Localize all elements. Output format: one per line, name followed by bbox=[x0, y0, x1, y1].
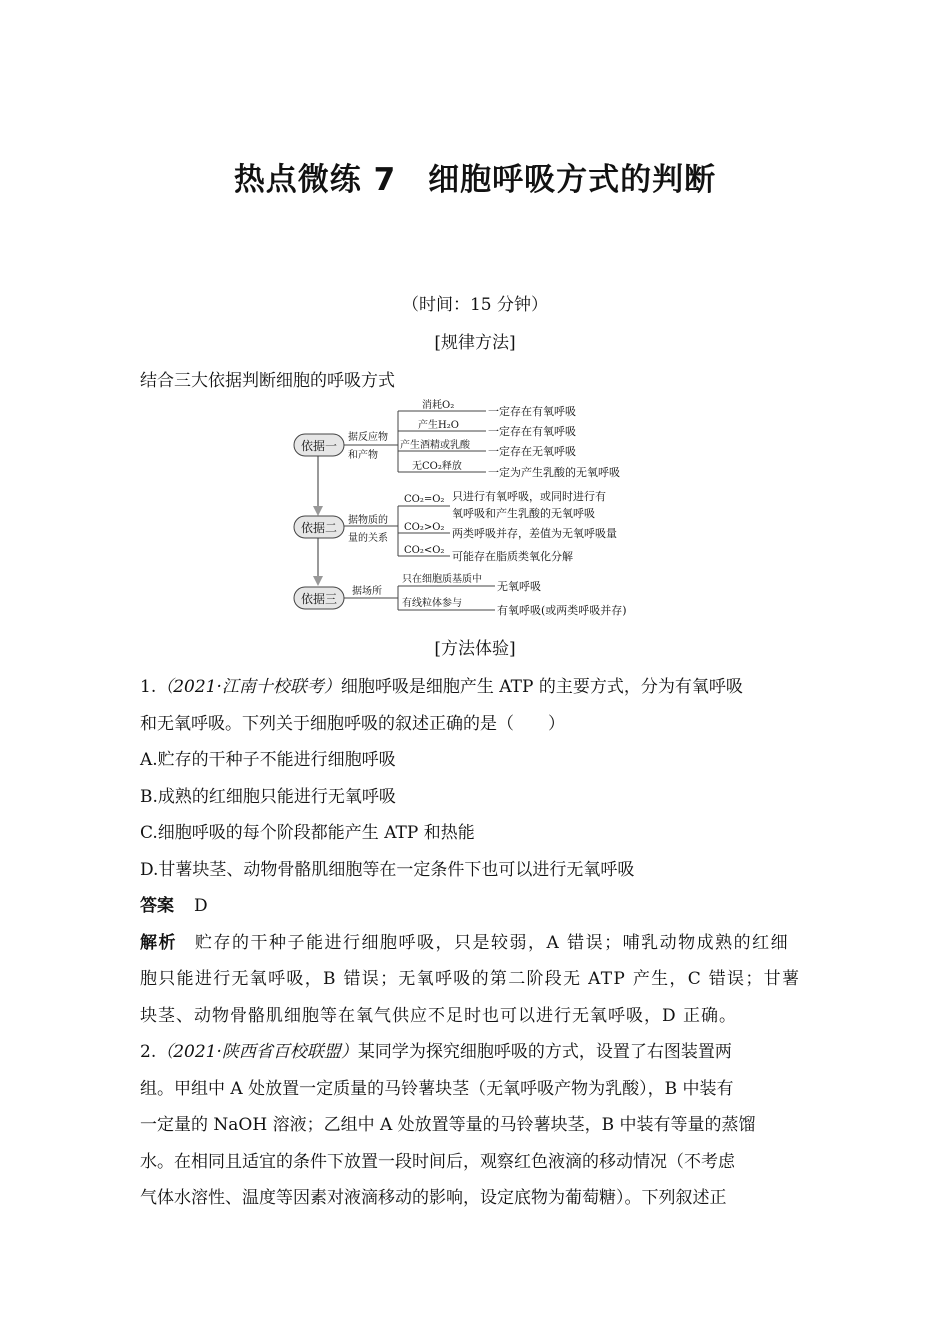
b1-condition-4: 无CO₂释放 bbox=[412, 461, 462, 472]
q2-stem-line-2: 组。甲组中 A 处放置一定质量的马铃薯块茎（无氧呼吸产物为乳酸），B 中装有 bbox=[140, 1079, 734, 1099]
q2-stem-line-1 bbox=[140, 1037, 812, 1062]
basis-3-label: 依据三 bbox=[300, 592, 338, 606]
q1-source: （2021·江南十校联考） bbox=[156, 677, 341, 697]
q1-analysis-line-3: 块茎、动物骨骼肌细胞等在氧气供应不足时也可以进行无氧呼吸，D 正确。 bbox=[140, 1006, 738, 1026]
q1-stem-1: 细胞呼吸是细胞产生 ATP 的主要方式，分为有氧呼吸 bbox=[340, 677, 743, 697]
q1-analysis-line-1 bbox=[140, 928, 812, 953]
b3-result-2: 有氧呼吸(或两类呼吸并存) bbox=[497, 604, 627, 617]
q1-option-a: A.贮存的干种子不能进行细胞呼吸 bbox=[140, 750, 396, 770]
q1-analysis-label: 解析 bbox=[140, 933, 177, 953]
b2-condition-3: CO₂<O₂ bbox=[404, 545, 445, 556]
page-title: 热点微练 7 细胞呼吸方式的判断 bbox=[233, 162, 717, 198]
b1-result-4: 一定为产生乳酸的无氧呼吸 bbox=[488, 466, 620, 479]
b2-condition-2: CO₂>O₂ bbox=[404, 522, 445, 533]
b3-condition-2: 有线粒体参与 bbox=[402, 598, 462, 609]
q1-option-d: D.甘薯块茎、动物骨骼肌细胞等在一定条件下也可以进行无氧呼吸 bbox=[140, 860, 635, 880]
b1-condition-3: 产生酒精或乳酸 bbox=[400, 440, 470, 451]
q2-number: 2. bbox=[140, 1042, 157, 1062]
b2-result-2: 氧呼吸和产生乳酸的无氧呼吸 bbox=[452, 507, 595, 520]
q1-answer: D bbox=[194, 896, 208, 916]
b1-result-2: 一定存在有氧呼吸 bbox=[488, 425, 576, 438]
b2-result-1: 只进行有氧呼吸，或同时进行有 bbox=[452, 490, 606, 503]
q1-number: 1. bbox=[140, 677, 157, 697]
q2-source: （2021·陕西省百校联盟） bbox=[156, 1042, 358, 1062]
q1-analysis-1: 贮存的干种子能进行细胞呼吸，只是较弱，A 错误；哺乳动物成熟的红细 bbox=[195, 933, 790, 953]
b2-result-4: 可能存在脂质类氧化分解 bbox=[452, 550, 573, 563]
q2-stem-line-3: 一定量的 NaOH 溶液；乙组中 A 处放置等量的马铃薯块茎，B 中装有等量的蒸馏 bbox=[140, 1115, 756, 1135]
respiration-judgement-diagram bbox=[290, 396, 660, 618]
rules-heading: 结合三大依据判断细胞的呼吸方式 bbox=[140, 371, 395, 391]
q1-answer-line bbox=[140, 891, 812, 916]
q1-analysis-line-2: 胞只能进行无氧呼吸，B 错误；无氧呼吸的第二阶段无 ATP 产生，C 错误；甘薯 bbox=[140, 969, 801, 989]
basis-1-sub-1: 据反应物 bbox=[348, 432, 388, 443]
basis-1-label: 依据一 bbox=[300, 439, 338, 453]
basis-1-sub-2: 和产物 bbox=[348, 450, 378, 461]
q2-stem-line-4: 水。在相同且适宜的条件下放置一段时间后，观察红色液滴的移动情况（不考虑 bbox=[140, 1152, 735, 1172]
b1-result-1: 一定存在有氧呼吸 bbox=[488, 405, 576, 418]
basis-2-sub-1: 据物质的 bbox=[348, 515, 388, 526]
b1-condition-1: 消耗O₂ bbox=[422, 400, 455, 411]
basis-3-sub-1: 据场所 bbox=[352, 586, 382, 597]
q1-stem-line-2: 和无氧呼吸。下列关于细胞呼吸的叙述正确的是（ ） bbox=[140, 714, 565, 734]
q1-stem-line-1 bbox=[140, 672, 812, 697]
q2-stem-1: 某同学为探究细胞呼吸的方式，设置了右图装置两 bbox=[357, 1042, 732, 1062]
q2-stem-line-5: 气体水溶性、温度等因素对液滴移动的影响，设定底物为葡萄糖）。下列叙述正 bbox=[140, 1188, 727, 1208]
basis-2-label: 依据二 bbox=[300, 521, 338, 535]
section-rules-heading: [规律方法] bbox=[434, 333, 516, 353]
q1-option-c: C.细胞呼吸的每个阶段都能产生 ATP 和热能 bbox=[140, 823, 475, 843]
b2-result-3: 两类呼吸并存，差值为无氧呼吸量 bbox=[452, 527, 617, 540]
section-practice-heading: [方法体验] bbox=[434, 639, 516, 659]
b1-condition-2: 产生H₂O bbox=[418, 420, 459, 431]
time-note: （时间：15 分钟） bbox=[401, 295, 549, 315]
b2-condition-1: CO₂=O₂ bbox=[404, 494, 445, 505]
q1-option-b: B.成熟的红细胞只能进行无氧呼吸 bbox=[140, 787, 396, 807]
basis-2-sub-2: 量的关系 bbox=[348, 533, 388, 544]
b1-result-3: 一定存在无氧呼吸 bbox=[488, 445, 576, 458]
b3-result-1: 无氧呼吸 bbox=[497, 580, 541, 593]
q1-answer-label: 答案 bbox=[140, 896, 174, 916]
b3-condition-1: 只在细胞质基质中 bbox=[402, 574, 482, 585]
